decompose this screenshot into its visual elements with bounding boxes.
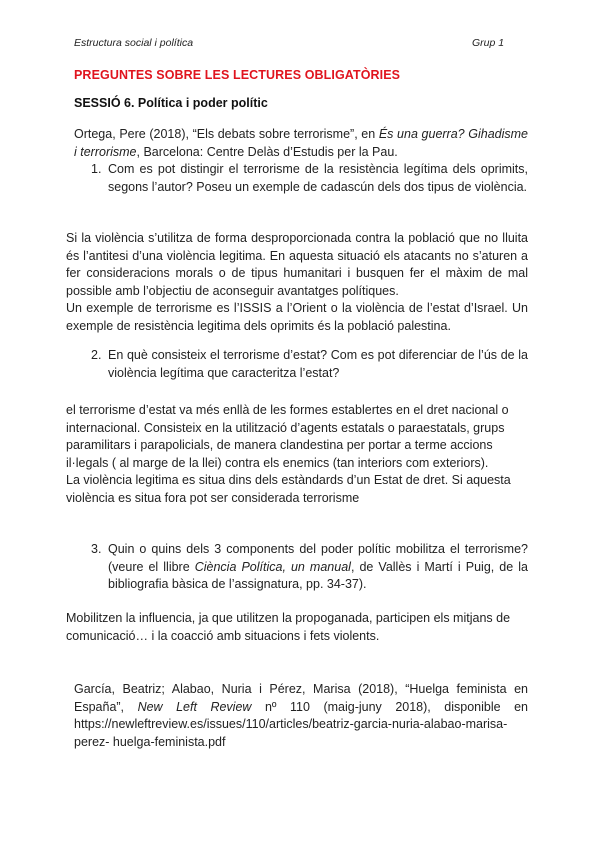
question-2-number: 2. — [91, 348, 102, 362]
answer-2-paragraph-2: La violència legitima es situa dins dels estàndards d’un Estat de dret. Si aquesta violència es situa fora pot ser considerada terrorisme — [66, 473, 511, 505]
question-1-text: Com es pot distingir el terrorisme de la resistència legítima dels oprimits, segons l’autor? Poseu un exemple de cadascún dels dos tipus de violència. — [108, 162, 528, 194]
reference-1-authors: Ortega, Pere (2018), “Els debats sobre terrorisme”, en — [74, 127, 379, 141]
reference-2-authors: García, Beatriz; Alabao, Nuria i Pérez, Marisa (2018), “Huelga feminista en España”, — [74, 682, 528, 714]
reading-reference-2 — [74, 681, 528, 751]
reference-1-book-title: És una guerra? Gihadisme i terrorisme — [74, 127, 528, 159]
answer-2-paragraph-1: el terrorisme d’estat va més enllà de les formes establertes en el dret nacional o internacional. Consisteix en la utilització d’agents estatals o paraestatals, grups paramilitars i parapolicials, de manera clandestina per portar a terme accions il·legals ( al marge de la llei) contra els enemics (tan interiors com exteriors). — [66, 403, 509, 470]
page-title: PREGUNTES SOBRE LES LECTURES OBLIGATÒRIES — [74, 68, 401, 82]
answer-1-paragraph-2: Un exemple de terrorisme es l’ISSIS a l’Orient o la violència de l’estat d’Israel. Un exemple de resistència legitima dels oprimits és la població palestina. — [66, 301, 528, 333]
question-1-number: 1. — [91, 162, 102, 176]
answer-1-paragraph-1: Si la violència s’utilitza de forma desproporcionada contra la població que no lluita és l’antitesi d’una violència legitima. En aquesta situació els atacants no s’aturen a fer consideracions morals o de tipus humanitari i busquen fer el màxim de mal possible amb l’objectiu de aconseguir avantatges polítiques. — [66, 231, 528, 298]
reference-1-publisher: , Barcelona: Centre Delàs d’Estudis per la Pau. — [136, 144, 398, 159]
reference-2-journal: New Left Review — [137, 699, 252, 714]
question-2-text: En què consisteix el terrorisme d’estat? Com es pot diferenciar de l’ús de la violència legítima que caracteritza l’estat? — [108, 348, 528, 380]
reading-reference-1 — [74, 126, 528, 161]
question-3-text-end: , de Vallès i Martí i Puig, de la bibliografia bàsica de l’assignatura, pp. 34-37). — [108, 559, 528, 591]
question-3-text — [108, 541, 528, 594]
question-3-number: 3. — [91, 542, 102, 556]
header-group: Grup 1 — [472, 37, 505, 49]
session-heading: SESSIÓ 6. Política i poder polític — [74, 96, 268, 110]
header-course-title: Estructura social i política — [74, 37, 194, 49]
answer-1 — [66, 230, 528, 335]
question-3-book-title: Ciència Política, un manual — [194, 559, 351, 574]
reference-2-details: nº 110 (maig-juny 2018), disponible en https://newleftreview.es/issues/110/articles/beatriz-garcia-nuria-alabao-marisa-perez- huelga-feminista.pdf — [74, 699, 528, 749]
answer-2 — [66, 402, 528, 507]
question-3-text-start: Quin o quins dels 3 components del poder polític mobilitza el terrorisme? (veure el llibre — [108, 542, 528, 574]
answer-3: Mobilitzen la influencia, ja que utilitzen la propoganada, participen els mitjans de comunicació… i la coacció amb situacions i fets violents. — [66, 611, 511, 643]
